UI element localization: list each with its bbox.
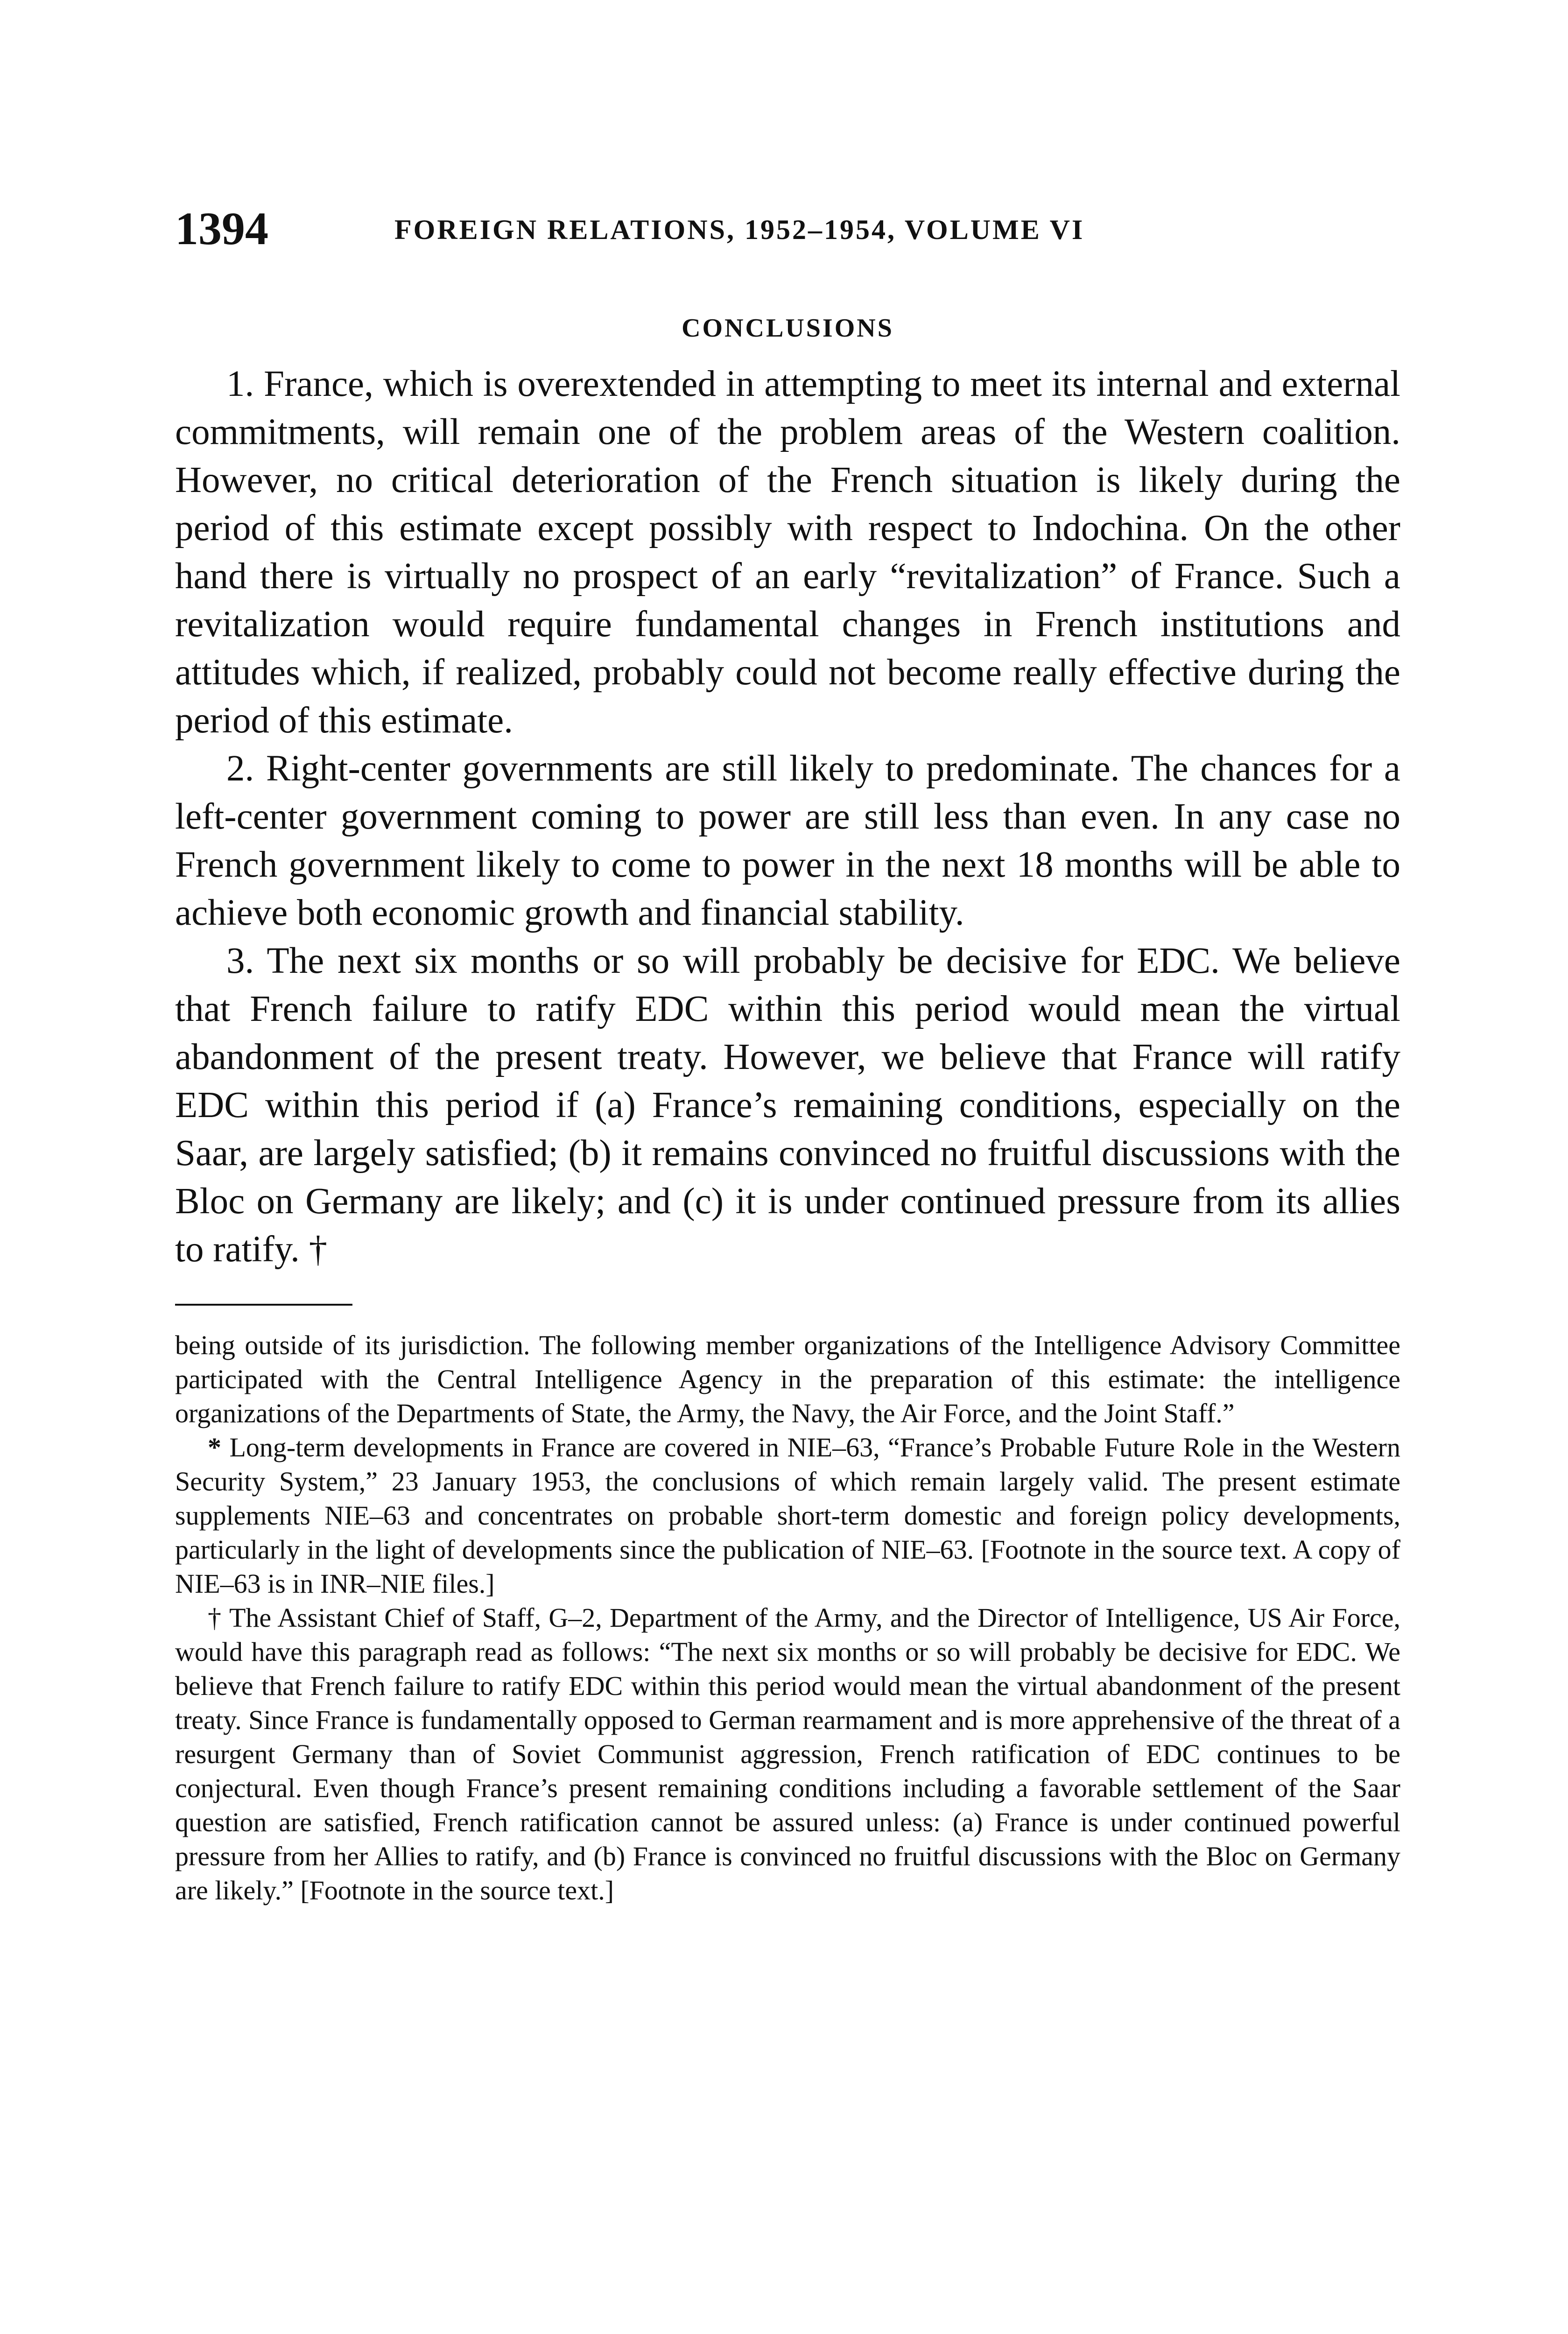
footnote-marker: † <box>208 1603 222 1633</box>
footnote-text: Long-term developments in France are covered in NIE–63, “France’s Probable Future Role in the Western Security System,” 23 January 1953, the conclusions of which remain largely valid. The present estimate supplements NIE–63 and concentrates on probable short-term domestic and foreign policy developments, particularly in the light of developments since the publication of NIE–63. [Footnote in the source text. A copy of NIE–63 is in INR–NIE files.] <box>175 1432 1400 1599</box>
conclusion-paragraph-3: 3. The next six months or so will probably be decisive for EDC. We believe that French failure to ratify EDC within this period would mean the virtual abandonment of the present treaty. However, we believe that France will ratify EDC within this period if (a) France’s remaining conditions, especially on the Saar, are largely satisfied; (b) it remains convinced no fruitful discussions with the Bloc on Germany are likely; and (c) it is under continued pressure from its allies to ratify. † <box>175 941 1400 1270</box>
page-number: 1394 <box>175 203 268 254</box>
document-page <box>175 205 1400 1907</box>
footnote-divider <box>175 1304 352 1306</box>
footnote-asterisk <box>175 1430 1400 1601</box>
running-head: FOREIGN RELATIONS, 1952–1954, VOLUME VI <box>394 214 1085 245</box>
section-title: CONCLUSIONS <box>682 314 894 343</box>
conclusion-paragraph-2: 2. Right-center governments are still likely to predominate. The chances for a left-center government coming to power are still less than even. In any case no French government likely to come to power in the next 18 months will be able to achieve both economic growth and financial stability. <box>175 748 1400 933</box>
conclusion-paragraph-1: 1. France, which is overextended in attempting to meet its internal and external commitments, will remain one of the problem areas of the Western coalition. However, no critical deterioration of the French situation is likely during the period of this estimate except possibly with respect to Indochina. On the other hand there is virtually no prospect of an early “revitalization” of France. Such a revitalization would require fundamental changes in French institutions and attitudes which, if realized, probably could not become really effective during the period of this estimate. <box>175 364 1400 741</box>
footnote-text: The Assistant Chief of Staff, G–2, Department of the Army, and the Director of Intelligence, US Air Force, would have this paragraph read as follows: “The next six months or so will probably be decisive for EDC. We believe that French failure to ratify EDC within this period would mean the virtual abandonment of the present treaty. Since France is fundamentally opposed to German rearmament and is more apprehensive of the threat of a resurgent Germany than of Soviet Communist aggression, French ratification of EDC continues to be conjectural. Even though France’s present remaining conditions including a favorable settlement of the Saar question are satisfied, French ratification cannot be assured unless: (a) France is under continued powerful pressure from her Allies to ratify, and (b) France is convinced no fruitful discussions with the Bloc on Germany are likely.” [Footnote in the source text.] <box>175 1603 1401 1905</box>
conclusions-body <box>175 360 1400 1273</box>
footnote-marker: * <box>208 1432 221 1462</box>
footnote-text: being outside of its jurisdiction. The following member organizations of the Intelligence Advisory Committee participated with the Central Intelligence Agency in the preparation of this estimate: the intelligence organizations of the Departments of State, the Army, the Navy, the Air Force, and the Joint Staff.” <box>175 1330 1400 1428</box>
page-header <box>175 205 1400 261</box>
footnotes <box>175 1328 1400 1907</box>
footnote-continuation <box>175 1328 1400 1430</box>
footnote-dagger <box>175 1601 1400 1907</box>
